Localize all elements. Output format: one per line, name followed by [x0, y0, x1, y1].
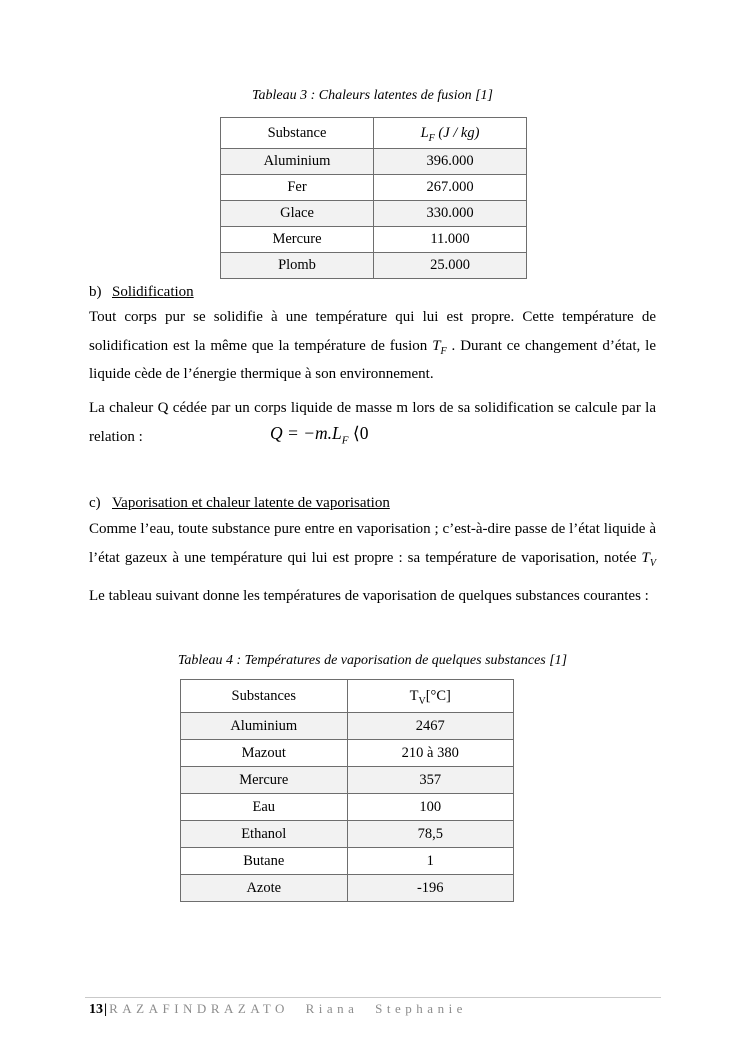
table-cell: 396.000 [374, 149, 527, 175]
table-row [221, 175, 527, 201]
table-header-lf: $L_F$ (J / kg) [374, 118, 527, 149]
table-cell: Mercure [181, 767, 348, 794]
table-cell: Eau [181, 794, 348, 821]
paragraph-vaporisation [89, 515, 656, 572]
section-heading-vaporisation [89, 495, 390, 512]
table-header-row [181, 680, 514, 713]
table-row [221, 253, 527, 279]
section-title: Solidification [112, 284, 194, 300]
table-row [181, 740, 514, 767]
text-line: l’état gazeux à une température qui lui est propre : sa température de vaporisation, notée $T_V$ [89, 549, 656, 569]
table-cell: Glace [221, 201, 374, 227]
section-heading-solidification [89, 284, 194, 301]
formula-solidification: $Q = -m.L_F$ ⟨0 [270, 422, 369, 446]
table-cell: 2467 [347, 713, 514, 740]
table-cell: Butane [181, 848, 348, 875]
footer-divider [85, 997, 661, 998]
table-vaporisation [180, 679, 514, 902]
table-header-substance: Substance [221, 118, 374, 149]
table-cell: 1 [347, 848, 514, 875]
table-header-substances: Substances [181, 680, 348, 713]
table-cell: 357 [347, 767, 514, 794]
table-cell: Fer [221, 175, 374, 201]
paragraph-tableau-suivant: Le tableau suivant donne les températures de vaporisation de quelques substances courantes : [89, 588, 649, 604]
table-cell: Ethanol [181, 821, 348, 848]
table-cell: 100 [347, 794, 514, 821]
table-row [221, 149, 527, 175]
table-cell: 25.000 [374, 253, 527, 279]
table-row [221, 227, 527, 253]
table-row [181, 848, 514, 875]
table-cell: Plomb [221, 253, 374, 279]
table-cell: 78,5 [347, 821, 514, 848]
table-fusion [220, 117, 527, 279]
text-line: Comme l’eau, toute substance pure entre en vaporisation ; c’est-à-dire passe de l’état liquide à [89, 521, 656, 537]
table-row [181, 713, 514, 740]
table-cell: 330.000 [374, 201, 527, 227]
table-header-tv: $T_V[^\circ C]$ [347, 680, 514, 713]
table-row [181, 794, 514, 821]
table-cell: Azote [181, 875, 348, 902]
table-header-row [221, 118, 527, 149]
table-row [181, 821, 514, 848]
table-cell: 11.000 [374, 227, 527, 253]
table-cell: Mazout [181, 740, 348, 767]
page-number: 13 [89, 1002, 103, 1017]
table-cell: 210 à 380 [347, 740, 514, 767]
table-row [181, 875, 514, 902]
relation-label: relation : [89, 428, 143, 445]
table-cell: -196 [347, 875, 514, 902]
text-line: La chaleur Q cédée par un corps liquide de masse m lors de sa solidification se calcule par la [89, 400, 656, 416]
section-title: Vaporisation et chaleur latente de vaporisation [112, 495, 390, 511]
footer-separator: | [104, 1002, 108, 1017]
inline-math-tf: T [432, 337, 441, 354]
text-line: Tout corps pur se solidifie à une température qui lui est propre. Cette température de [89, 309, 656, 325]
table4-caption: Tableau 4 : Températures de vaporisation de quelques substances [1] [177, 653, 568, 668]
inline-math-tv: T [641, 549, 650, 566]
text-line: solidification est la même que la température de fusion $T_F$ . Durant ce changement d’état, le [89, 337, 656, 357]
footer-author: RAZAFINDRAZATO Riana Stephanie [109, 1001, 467, 1016]
text-line: liquide cède de l’énergie thermique à son environnement. [89, 366, 434, 382]
table-cell: Mercure [221, 227, 374, 253]
text-line [89, 423, 656, 452]
page-footer [89, 1001, 467, 1018]
table3-caption: Tableau 3 : Chaleurs latentes de fusion [1] [252, 88, 493, 103]
table-row [221, 201, 527, 227]
table-cell: 267.000 [374, 175, 527, 201]
section-marker: c) [89, 495, 101, 511]
paragraph-solidification [89, 303, 656, 389]
section-marker: b) [89, 284, 102, 300]
table-row [181, 767, 514, 794]
paragraph-chaleur [89, 394, 656, 451]
table-cell: Aluminium [181, 713, 348, 740]
table-cell: Aluminium [221, 149, 374, 175]
